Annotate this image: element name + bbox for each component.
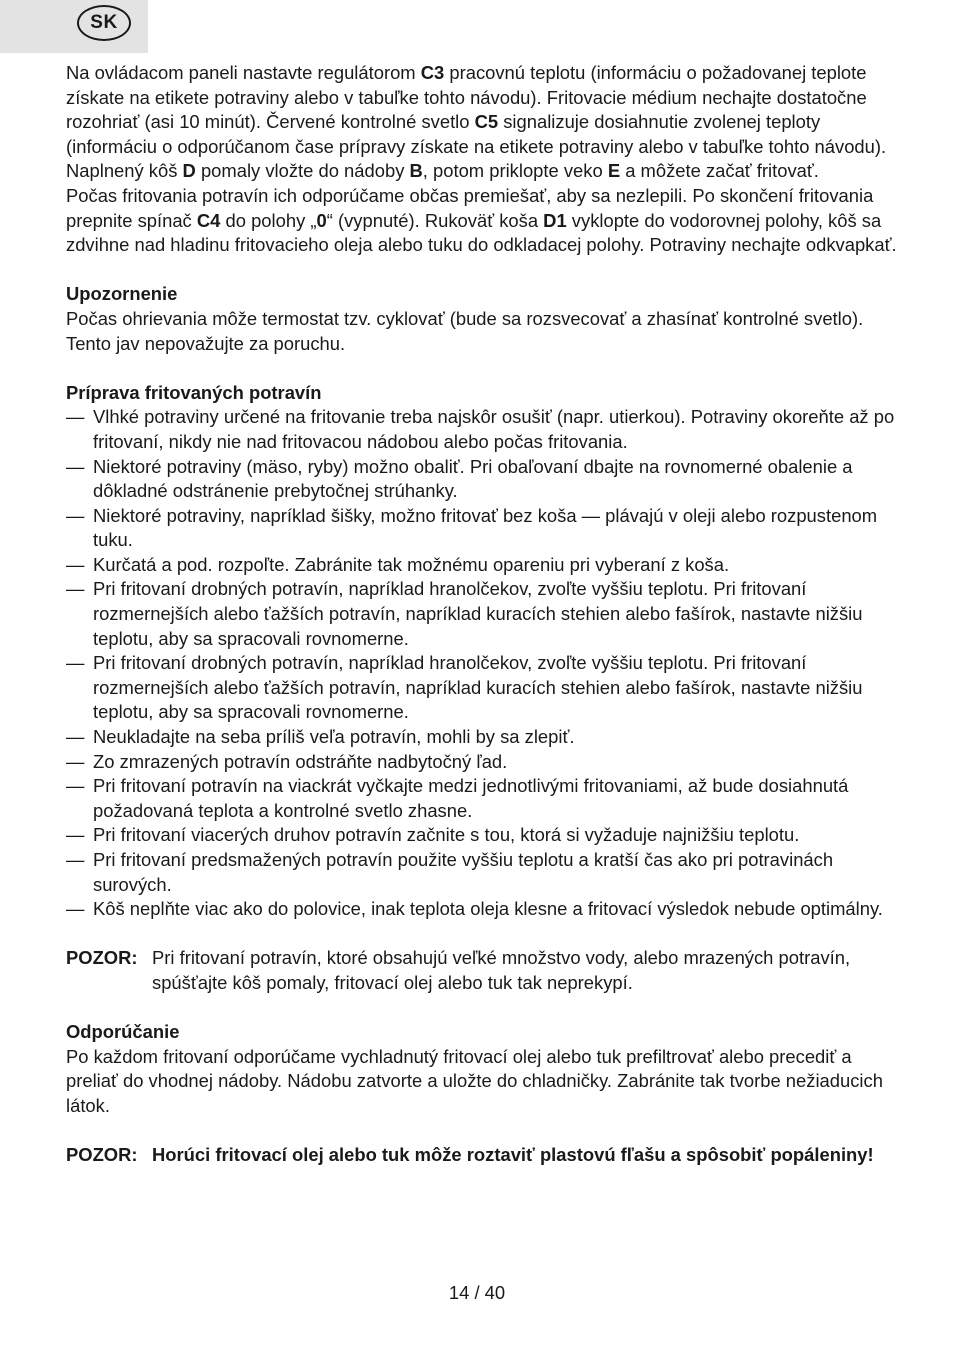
warning-block-1 bbox=[66, 946, 906, 995]
intro-paragraph-2: Počas fritovania potravín ich odporúčame občas premiešať, aby sa nezlepili. Po skončení fritovania prepnite spínač C4 do polohy „0“ (vypnuté). Rukoväť koša D1 vyklopte do vodorovnej polohy, kôš sa zdvihne nad hladinu fritovacieho oleja alebo tuku do odkladacej polohy. Potraviny nechajte odkvapkať. bbox=[66, 184, 897, 256]
list-item: — Pri fritovaní drobných potravín, napríklad hranolčekov, zvoľte vyššiu teplotu. Pri fritovaní rozmernejších alebo ťažších potravín, napríklad kuracích stehien alebo fašírok, nastavte nižšiu teplotu, aby sa spracovali rovnomerne. bbox=[66, 651, 906, 725]
warning-label: POZOR: bbox=[66, 947, 138, 969]
preparation-list bbox=[66, 405, 906, 921]
warning-label: POZOR: bbox=[66, 1144, 138, 1166]
list-item: — Kurčatá a pod. rozpoľte. Zabránite tak možnému opareniu pri vyberaní z koša. bbox=[66, 553, 906, 578]
list-item: — Neukladajte na seba príliš veľa potravín, mohli by sa zlepiť. bbox=[66, 725, 906, 750]
warning-block-2 bbox=[66, 1143, 906, 1168]
notice-text: Počas ohrievania môže termostat tzv. cyklovať (bude sa rozsvecovať a zhasínať kontrolné svetlo). Tento jav nepovažujte za poruchu. bbox=[66, 307, 864, 354]
language-badge: SK bbox=[77, 5, 131, 41]
list-item: — Vlhké potraviny určené na fritovanie treba najskôr osušiť (napr. utierkou). Potraviny okoreňte až po fritovaní, nikdy nie nad fritovacou nádobou alebo počas fritovania. bbox=[66, 405, 906, 454]
preparation-heading: Príprava fritovaných potravín bbox=[66, 381, 322, 403]
page-content bbox=[66, 61, 906, 1168]
intro-paragraph-1: Na ovládacom paneli nastavte regulátorom C3 pracovnú teplotu (informáciu o požadovanej teplote získate na etikete potraviny alebo v tabuľke tohto návodu). Fritovacie médium nechajte dostatočne rozohriať (asi 10 minút). Červené kontrolné svetlo C5 signalizuje dosiahnutie zvolenej teploty (informáciu o odporúčanom čase prípravy získate na etikete potraviny alebo v tabuľke tohto návodu). Naplnený kôš D pomaly vložte do nádoby B, potom priklopte veko E a môžete začať fritovať. bbox=[66, 62, 887, 182]
list-item: — Pri fritovaní viacerých druhov potravín začnite s tou, ktorá si vyžaduje najnižšiu teplotu. bbox=[66, 823, 906, 848]
recommendation-text: Po každom fritovaní odporúčame vychladnutý fritovací olej alebo tuk prefiltrovať alebo precediť a preliať do vhodnej nádoby. Nádobu zatvorte a uložte do chladničky. Zabránite tak tvorbe nežiaducich látok. bbox=[66, 1045, 883, 1116]
list-item: — Pri fritovaní predsmažených potravín použite vyššiu teplotu a kratší čas ako pri potravinách surových. bbox=[66, 848, 906, 897]
list-item: — Kôš neplňte viac ako do polovice, inak teplota oleja klesne a fritovací výsledok nebude optimálny. bbox=[66, 897, 906, 922]
list-item: — Niektoré potraviny (mäso, ryby) možno obaliť. Pri obaľovaní dbajte na rovnomerné obalenie a dôkladné odstránenie prebytočnej strúhanky. bbox=[66, 455, 906, 504]
notice-heading: Upozornenie bbox=[66, 283, 178, 305]
list-item: — Zo zmrazených potravín odstráňte nadbytočný ľad. bbox=[66, 750, 906, 775]
list-item: — Niektoré potraviny, napríklad šišky, možno fritovať bez koša — plávajú v oleji alebo rozpustenom tuku. bbox=[66, 504, 906, 553]
page-number: 14 / 40 bbox=[448, 1282, 506, 1303]
warning-text: Horúci fritovací olej alebo tuk môže roztaviť plastovú fľašu a spôsobiť popáleniny! bbox=[152, 1144, 874, 1166]
language-tab bbox=[0, 0, 148, 53]
warning-text: Pri fritovaní potravín, ktoré obsahujú veľké množstvo vody, alebo mrazených potravín, spúšťajte kôš pomaly, fritovací olej alebo tuk tak neprekypí. bbox=[152, 947, 851, 993]
recommendation-heading: Odporúčanie bbox=[66, 1021, 180, 1043]
list-item: — Pri fritovaní potravín na viackrát vyčkajte medzi jednotlivými fritovaniami, až bude dosiahnutá požadovaná teplota a kontrolné svetlo zhasne. bbox=[66, 774, 906, 823]
list-item: — Pri fritovaní drobných potravín, napríklad hranolčekov, zvoľte vyššiu teplotu. Pri fritovaní rozmernejších alebo ťažších potravín, napríklad kuracích stehien alebo fašírok, nastavte nižšiu teplotu, aby sa spracovali rovnomerne. bbox=[66, 577, 906, 651]
